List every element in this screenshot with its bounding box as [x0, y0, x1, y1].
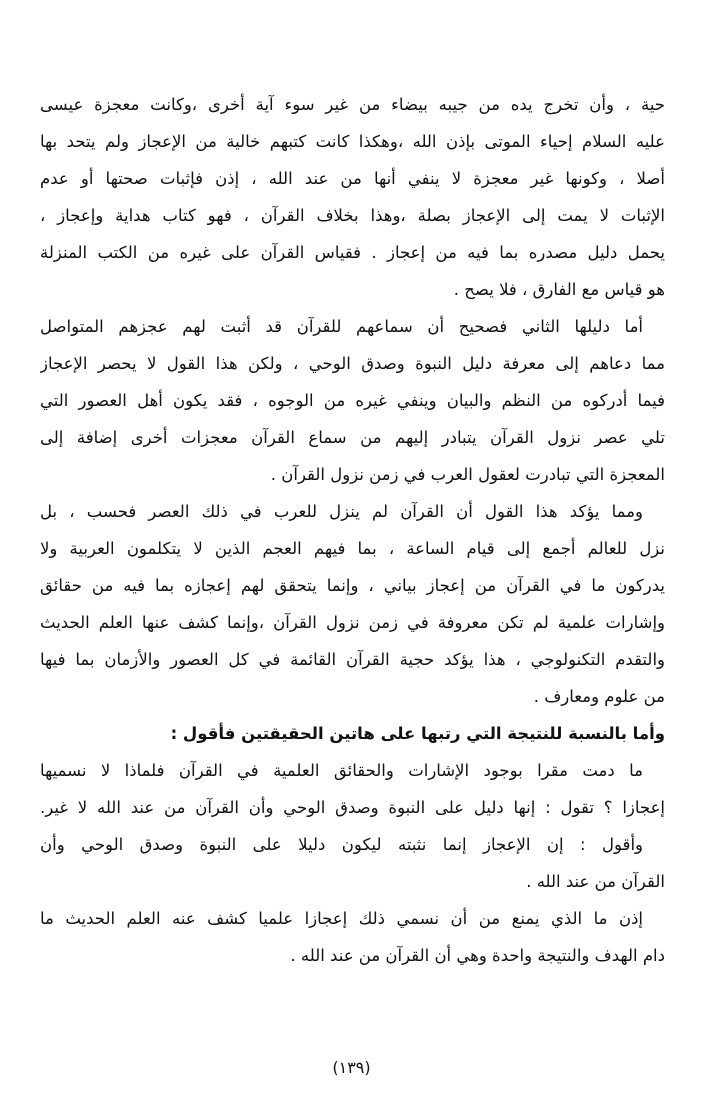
text-line: يحمل دليل مصدره بما فيه من إعجاز . فقياس القرآن على غيره من الكتب المنزلة: [40, 243, 665, 262]
text-line: ما دمت مقرا بوجود الإشارات والحقائق العلمية في القرآن فلماذا لا نسميها: [40, 761, 643, 780]
text-line: يدركون ما في القرآن من إعجاز بياني ، وإنما يتحقق لهم إعجازه بما فيه من حقائق: [40, 576, 665, 595]
text-line: عليه السلام إحياء الموتى بإذن الله ،وهكذا كانت كتبهم خالية من الإعجاز ولم يتحد بها: [40, 132, 665, 151]
text-line: إعجازا ؟ تقول : إنها دليل على النبوة وصدق الوحي وأن القرآن من عند الله لا غير.: [40, 798, 665, 817]
text-line: أما دليلها الثاني فصحيح أن سماعهم للقرآن قد أثبت لهم عجزهم المتواصل: [40, 317, 643, 336]
text-line: القرآن من عند الله .: [526, 872, 665, 891]
text-line: وأقول : إن الإعجاز إنما نثبته ليكون دليلا على النبوة وصدق الوحي وأن: [40, 835, 643, 854]
text-line: المعجزة التي تبادرت لعقول العرب في زمن نزول القرآن .: [270, 465, 665, 484]
text-line: الإثبات لا يمت إلى الإعجاز بصلة ،وهذا بخلاف القرآن ، فهو كتاب هداية وإعجاز ،: [40, 206, 665, 225]
text-line: مما دعاهم إلى معرفة دليل النبوة وصدق الوحي ، ولكن هذا القول لا يحصر الإعجاز: [40, 354, 665, 373]
text-line: ومما يؤكد هذا القول أن القرآن لم ينزل للعرب في ذلك العصر فحسب ، بل: [40, 502, 643, 521]
text-line: والتقدم التكنولوجي ، هذا يؤكد حجية القرآن القائمة في كل العصور والأزمان بما فيها: [40, 650, 665, 669]
body-text: [40, 86, 665, 974]
text-line: تلي عصر نزول القرآن يتبادر إليهم من سماع القرآن معجزات أخرى إضافة إلى: [40, 428, 665, 447]
text-line: هو قياس مع الفارق ، فلا يصح .: [453, 280, 665, 299]
text-line: أصلا ، وكونها غير معجزة لا ينفي أنها من عند الله ، إذن فإثبات صحتها أو عدم: [40, 169, 665, 188]
section-heading: وأما بالنسبة للنتيجة التي رتبها على هاتين الحقيقتين فأقول :: [170, 724, 665, 743]
text-line: وإشارات علمية لم تكن معروفة في زمن نزول القرآن ،وإنما كشف عنها العلم الحديث: [40, 613, 665, 632]
text-line: من علوم ومعارف .: [533, 687, 665, 706]
text-line: إذن ما الذي يمنع من أن نسمي ذلك إعجازا علميا كشف عنه العلم الحديث ما: [40, 909, 643, 928]
text-line: دام الهدف والنتيجة واحدة وهي أن القرآن من عند الله .: [290, 946, 665, 965]
page-number: (١٣٩): [332, 1058, 371, 1077]
text-line: فيما أدركوه من النظم والبيان وينفي غيره من الوجوه ، فقد يكون أهل العصور التي: [40, 391, 665, 410]
text-line: نزل للعالم أجمع إلى قيام الساعة ، بما فيهم العجم الذين لا يتكلمون العربية ولا: [40, 539, 665, 558]
text-line: حية ، وأن تخرج يده من جيبه بيضاء من غير سوء آية أخرى ،وكانت معجزة عيسى: [40, 95, 665, 114]
